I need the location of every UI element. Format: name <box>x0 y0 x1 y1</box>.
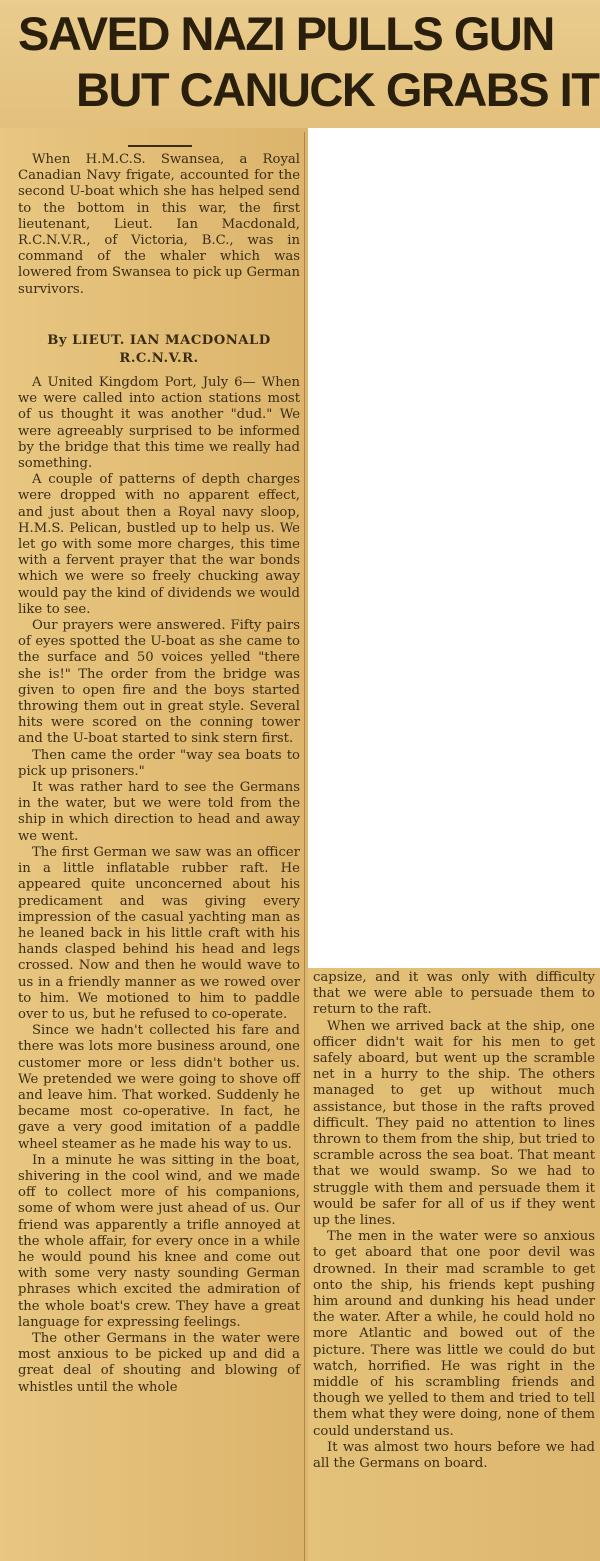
article-paragraph: capsize, and it was only with difficulty that we were able to persuade them to return to the raft. <box>313 970 595 1018</box>
article-paragraph: In a minute he was sitting in the boat, shivering in the cool wind, and we made off to collect more of his companions, some of whom were just ahead of us. Our friend was apparently a trifle annoyed at the whole affair, for every once in a while he would pound his knee and come out with some very nasty sounding German phrases which excited the admiration of the whole boat's crew. They have a great language for expressing feelings. <box>18 1152 300 1330</box>
intro-text: When H.M.C.S. Swansea, a Royal Canadian Navy frigate, accounted for the second U-boat which she has helped send to the bottom in this war, the first lieutenant, Lieut. Ian Macdonald, R.C.N.V.R., of Victoria, B.C., was in command of the whaler which was lowered from Swansea to pick up German survivors. <box>18 152 300 297</box>
article-right-column <box>313 970 595 1472</box>
byline-author: By LIEUT. IAN MACDONALD <box>47 333 271 348</box>
column-divider <box>304 132 305 1561</box>
article-paragraph: The men in the water were so anxious to get aboard that one poor devil was drowned. In their mad scramble to get onto the ship, his friends kept pushing him around and dunking his head under the water. After a while, he could hold no more Atlantic and bowed out of the picture. There was little we could do but watch, horrified. He was right in the middle of his scrambling friends and though we yelled to them and tried to tell them what they were doing, none of them could understand us. <box>313 1229 595 1439</box>
headline-line-1: SAVED NAZI PULLS GUN <box>18 7 554 60</box>
article-paragraph: Our prayers were answered. Fifty pairs of eyes spotted the U-boat as she came to the surface and 50 voices yelled "there she is!" The order from the bridge was given to open fire and the boys started throwing them out in great style. Several hits were scored on the conning tower and the U-boat started to sink stern first. <box>18 618 300 747</box>
article-paragraph: Since we hadn't collected his fare and there was lots more business around, one customer more or less didn't bother us. We pretended we were going to shove off and leave him. That worked. Suddenly he became most co-operative. In fact, he gave a very good imitation of a paddle wheel steamer as he made his way to us. <box>18 1023 300 1152</box>
headline-divider <box>128 145 192 147</box>
article-paragraph: The first German we saw was an officer in a little inflatable rubber raft. He appeared quite unconcerned about his predicament and was giving every impression of the casual yachting man as he leaned back in his little craft with his hands clasped behind his head and legs crossed. Now and then he would wave to us in a friendly manner as we rowed over to him. We motioned to him to paddle over to us, but he refused to co-operate. <box>18 844 300 1022</box>
intro-paragraph <box>18 152 300 298</box>
article-left-column <box>18 375 300 1396</box>
article-paragraph: It was rather hard to see the Germans in the water, but we were told from the ship in which direction to head and away we went. <box>18 780 300 844</box>
article-paragraph: A couple of patterns of depth charges were dropped with no apparent effect, and just about then a Royal navy sloop, H.M.S. Pelican, bustled up to help us. We let go with some more charges, this time with a fervent prayer that the war bonds which we were so freely chucking away would pay the kind of dividends we would like to see. <box>18 472 300 617</box>
article-paragraph: When we arrived back at the ship, one officer didn't wait for his men to get safely aboard, but went up the scramble net in a hurry to the ship. The others managed to get up without much assistance, but those in the rafts proved difficult. They paid no attention to lines thrown to them from the ship, but tried to scramble across the sea boat. That meant that we would swamp. So we had to struggle with them and persuade them it would be safer for all of us if they went up the lines. <box>313 1018 595 1229</box>
byline <box>18 332 300 368</box>
article-paragraph: It was almost two hours before we had all the Germans on board. <box>313 1439 595 1472</box>
article-paragraph: A United Kingdom Port, July 6— When we were called into action stations most of us thought it was another "dud." We were agreeably surprised to be informed by the bridge that this time we really had something. <box>18 375 300 472</box>
byline-rank: R.C.N.V.R. <box>119 351 199 366</box>
article-paragraph: The other Germans in the water were most anxious to be picked up and did a great deal of shouting and blowing of whistles until the whole <box>18 1330 300 1395</box>
article-paragraph: Then came the order "way sea boats to pick up prisoners." <box>18 747 300 779</box>
headline-line-2: BUT CANUCK GRABS IT <box>76 63 599 116</box>
